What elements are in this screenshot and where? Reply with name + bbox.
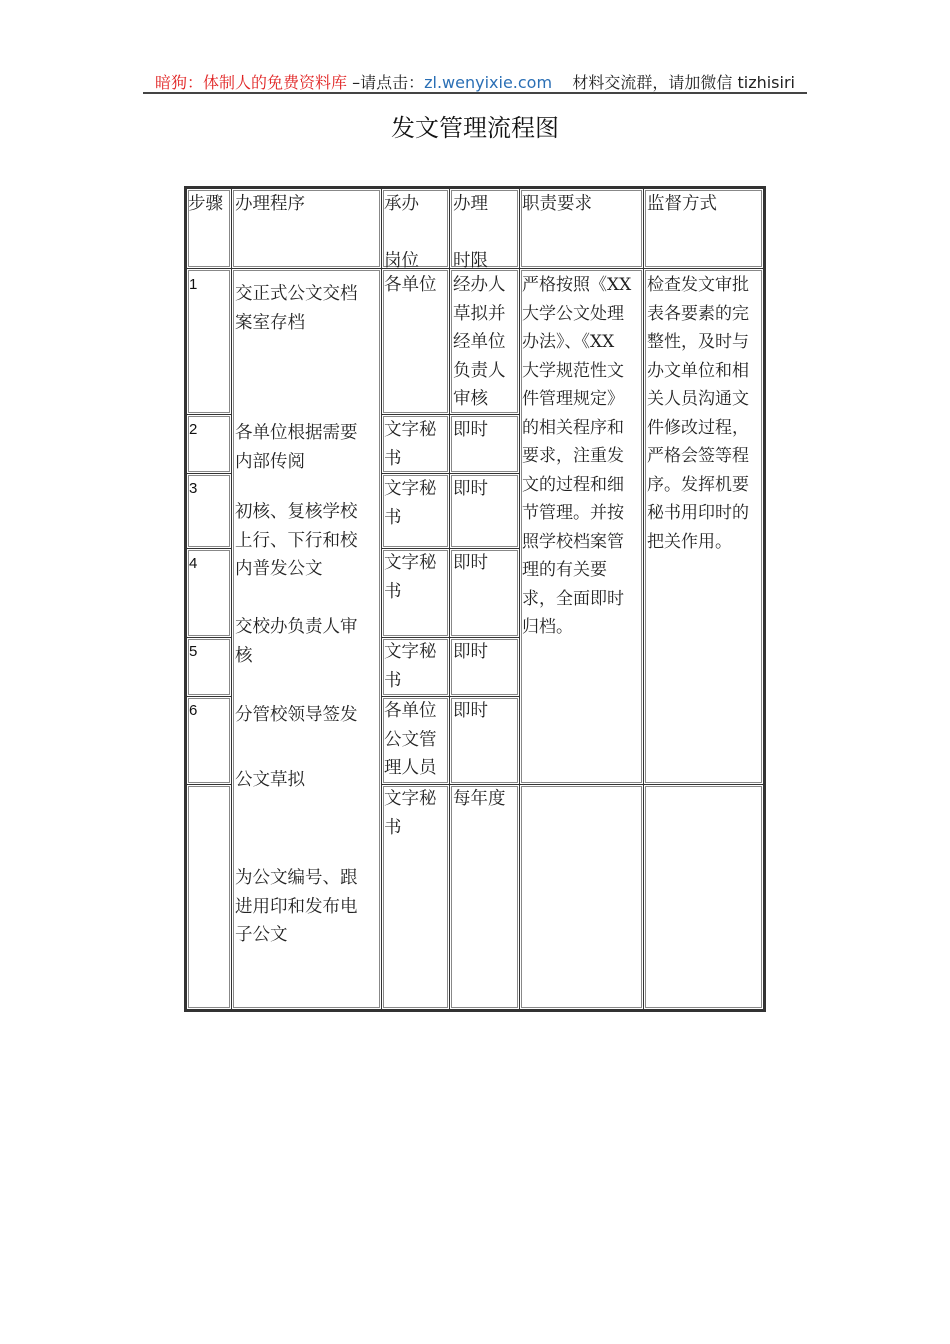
ad-text: 暗狗：体制人的免费资料库 <box>155 73 348 92</box>
procedure-text: 交校办负责人审 核 <box>235 617 358 666</box>
post-text: 文字秘 书 <box>384 642 437 691</box>
step-cell <box>186 784 232 1010</box>
requirement-text: 严格按照《XX 大学公文处理 办法》、《XX 大学规范性文 件管理规定》 的相关程序和 要求，注重发 文的过程和细 节管理。并按 照学校档案管 理的有关要 求，全面即时 归档。 <box>522 275 632 637</box>
supervision-cell-empty <box>643 784 764 1010</box>
header-time: 办理 时限 <box>453 194 488 271</box>
post-text: 各单位 公文管 理人员 <box>384 701 437 778</box>
header-procedure: 办理程序 <box>235 194 305 214</box>
step-number: 6 <box>189 702 198 719</box>
time-text: 即时 <box>453 642 488 662</box>
step-number: 2 <box>189 421 198 438</box>
step-number: 3 <box>189 480 198 497</box>
step-number: 4 <box>189 555 198 572</box>
header-ad <box>155 70 795 93</box>
time-text: 经办人 草拟并 经单位 负责人 审核 <box>453 275 506 409</box>
ad-link[interactable]: zl.wenyixie.com <box>424 73 553 92</box>
ad-wechat: 材料交流群，请加微信 tizhisiri <box>552 73 795 92</box>
time-text: 即时 <box>453 479 488 499</box>
procedure-text: 公文草拟 <box>235 770 305 790</box>
header-rule <box>143 92 807 94</box>
page-title: 发文管理流程图 <box>391 114 559 142</box>
post-text: 文字秘 书 <box>384 420 437 469</box>
post-text: 文字秘 书 <box>384 789 437 838</box>
time-cell <box>449 784 520 1010</box>
step-number: 5 <box>189 643 198 660</box>
procedure-text: 为公文编号、跟 进用印和发布电 子公文 <box>235 868 358 945</box>
step-number: 1 <box>189 276 198 293</box>
header-requirement: 职责要求 <box>522 194 592 214</box>
procedure-text: 各单位根据需要 内部传阅 <box>235 423 358 472</box>
header-supervision: 监督方式 <box>647 194 717 214</box>
post-text: 文字秘 书 <box>384 479 437 528</box>
time-text: 即时 <box>453 701 488 721</box>
time-text: 即时 <box>453 553 488 573</box>
supervision-text: 检查发文审批 表各要素的完 整性，及时与 办文单位和相 关人员沟通文 件修改过程， 严格会签等程 序。发挥机要 秘书用印时的 把关作用。 <box>647 275 749 552</box>
post-text: 各单位 <box>384 275 437 295</box>
time-text: 即时 <box>453 420 488 440</box>
time-text: 每年度 <box>453 789 506 809</box>
procedure-text: 分管校领导签发 <box>235 705 358 725</box>
procedure-text: 交正式公文交档 案室存档 <box>235 284 358 333</box>
ad-click-text: –请点击： <box>347 73 425 92</box>
post-text: 文字秘 书 <box>384 553 437 602</box>
header-step: 步骤 <box>188 194 223 214</box>
header-post: 承办 岗位 <box>384 194 419 271</box>
procedure-text: 初核、复核学校 上行、下行和校 内普发公文 <box>235 502 358 579</box>
requirement-cell-empty <box>519 784 644 1010</box>
